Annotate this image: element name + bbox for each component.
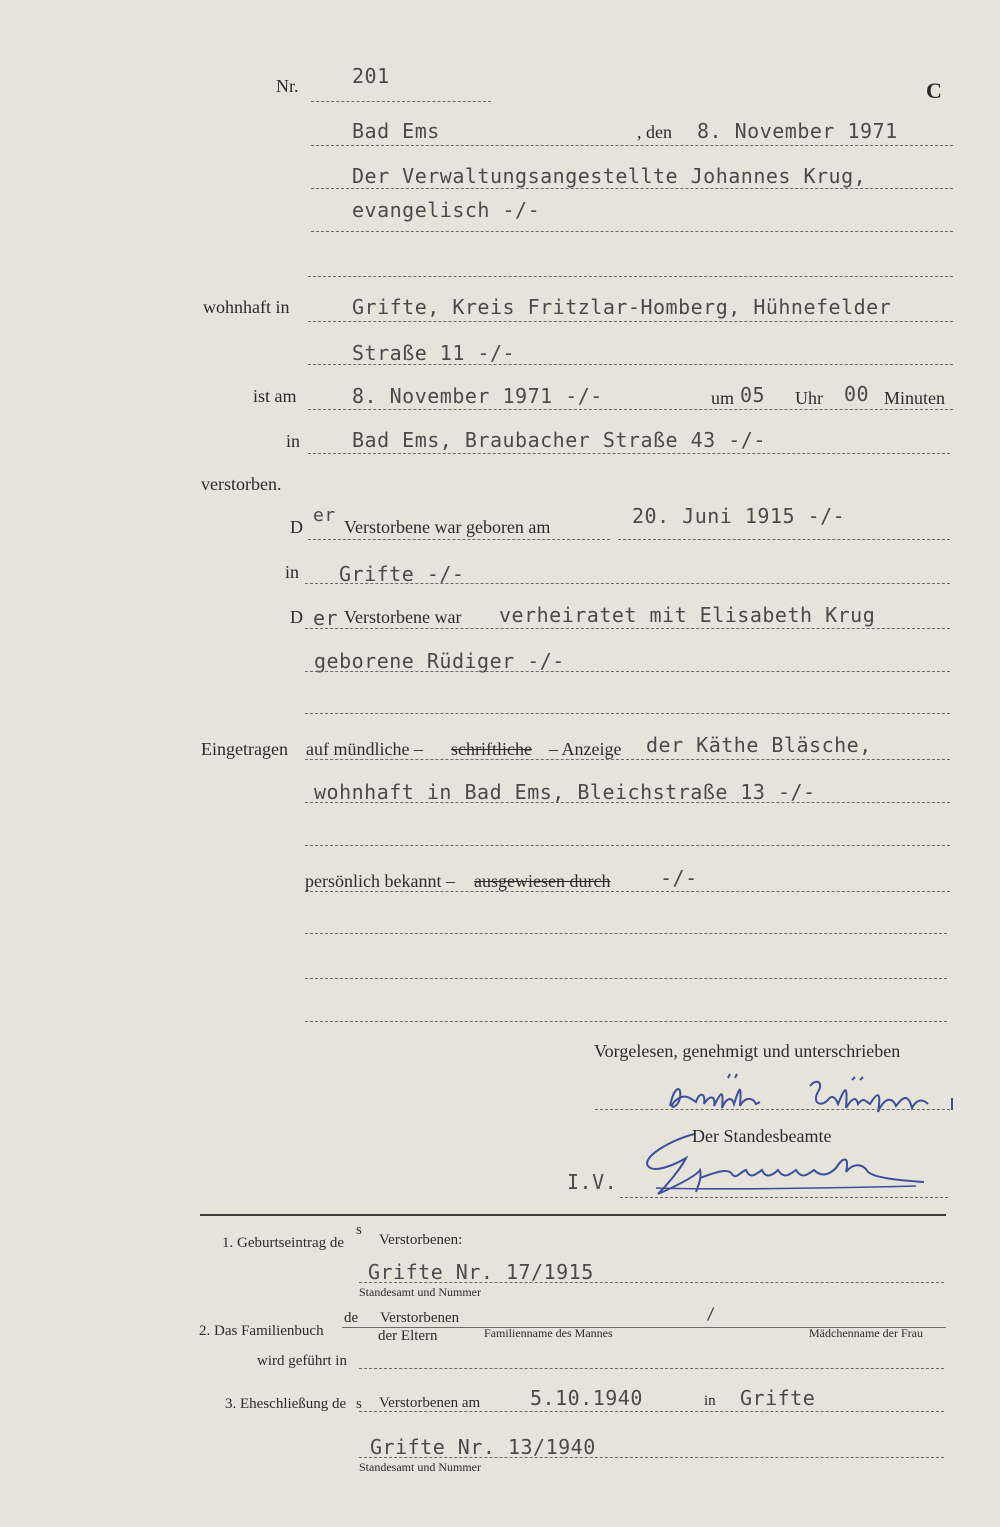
death-place-rule	[308, 453, 950, 454]
blank-rule-1	[305, 933, 947, 934]
informant-signature-rule	[595, 1109, 950, 1110]
registry-date: 8. November 1971	[697, 119, 898, 143]
uhr-label: Uhr	[795, 388, 823, 408]
nr-value: 201	[352, 64, 390, 88]
note-3-rule	[359, 1411, 944, 1412]
known-label: persönlich bekannt –	[305, 871, 455, 891]
informant-line-2: wohnhaft in Bad Ems, Bleichstraße 13 -/-	[314, 780, 816, 804]
nr-label: Nr.	[276, 76, 299, 96]
iv-label: I.V.	[567, 1170, 618, 1194]
registration-written-struck: schriftliche	[451, 739, 532, 759]
birth-label: Verstorbene war geboren am	[344, 517, 551, 537]
death-date-label: ist am	[253, 386, 297, 406]
note-2-label: 2. Das Familienbuch	[199, 1323, 324, 1339]
registrar-signature-rule	[620, 1197, 948, 1198]
note-3-place: Grifte	[740, 1386, 816, 1410]
residence-line-1: Grifte, Kreis Fritzlar-Homberg, Hühnefelder	[352, 295, 892, 319]
note-2-gefuehrt-rule	[359, 1368, 944, 1369]
registration-oral: auf mündliche –	[306, 739, 423, 759]
birth-place: Grifte -/-	[339, 562, 465, 586]
person-line-1: Der Verwaltungsangestellte Johannes Krug,	[352, 164, 867, 188]
marriage-line-2-rule	[305, 671, 950, 672]
blank-rule-3	[305, 1021, 947, 1022]
residence-line-2: Straße 11 -/-	[352, 341, 516, 365]
note-2-eltern: der Eltern	[378, 1328, 438, 1344]
marriage-line-1: verheiratet mit Elisabeth Krug	[499, 603, 876, 627]
note-2-caption-right: Mädchenname der Frau	[809, 1326, 923, 1340]
note-2-gefuehrt: wird geführt in	[257, 1353, 347, 1369]
notes-separator	[200, 1214, 946, 1216]
note-2-caption-left: Familienname des Mannes	[484, 1326, 613, 1340]
death-minutes: 00	[844, 382, 870, 406]
registration-anzeige: – Anzeige	[549, 739, 622, 759]
blank-rule-2	[305, 978, 947, 979]
informant-line-3-rule	[305, 845, 950, 846]
marriage-d-label: D	[290, 607, 303, 627]
note-3-caption: Standesamt und Nummer	[359, 1460, 481, 1474]
residence-line-2-rule	[308, 364, 953, 365]
note-1-end: Verstorbenen:	[379, 1232, 463, 1248]
death-place: Bad Ems, Braubacher Straße 43 -/-	[352, 428, 766, 452]
informant-signature-image	[660, 1068, 960, 1120]
note-3-label: 3. Eheschließung de	[225, 1396, 347, 1412]
informant-line-1: der Käthe Bläsche,	[646, 733, 872, 757]
birth-date: 20. Juni 1915 -/-	[632, 504, 846, 528]
death-date: 8. November 1971 -/-	[352, 384, 603, 408]
note-2-de: de	[344, 1310, 359, 1326]
marriage-line-2: geborene Rüdiger -/-	[314, 649, 565, 673]
birth-d-label: D	[290, 517, 303, 537]
registration-label: Eingetragen	[201, 739, 288, 759]
note-3-mid: Verstorbenen am	[379, 1395, 481, 1411]
den-label: , den	[637, 122, 672, 142]
note-1-s: s	[356, 1222, 362, 1238]
birth-label-rule	[308, 539, 610, 540]
note-3-value-rule	[359, 1457, 944, 1458]
birth-date-rule	[618, 539, 950, 540]
birth-er-suffix: er	[313, 505, 336, 526]
birth-place-label: in	[285, 562, 300, 582]
um-label: um	[711, 388, 735, 408]
marriage-line-3-rule	[305, 713, 950, 714]
note-1-label: 1. Geburtseintrag de	[222, 1235, 345, 1251]
registrar-signature-image	[636, 1128, 936, 1200]
informant-line-2-rule	[305, 802, 950, 803]
note-3-s: s	[356, 1396, 362, 1412]
residence-label: wohnhaft in	[203, 297, 290, 317]
marriage-er-suffix: er	[313, 606, 339, 630]
minuten-label: Minuten	[884, 388, 945, 408]
note-1-rule	[359, 1282, 944, 1283]
note-1-caption: Standesamt und Nummer	[359, 1285, 481, 1299]
person-line-3-rule	[308, 276, 953, 277]
person-line-2: evangelisch -/-	[352, 198, 541, 222]
nr-line	[311, 101, 491, 102]
marriage-label: Verstorbene war	[344, 607, 462, 627]
verstorben-label: verstorben.	[201, 474, 282, 494]
death-hour: 05	[740, 383, 766, 407]
known-rule	[305, 891, 950, 892]
date-line	[311, 145, 953, 146]
note-2-verstorbenen: Verstorbenen	[380, 1310, 460, 1326]
person-line-2-rule	[311, 231, 953, 232]
death-place-label: in	[286, 431, 301, 451]
ausgewiesen-struck: ausgewiesen durch	[474, 871, 611, 891]
registry-place: Bad Ems	[352, 119, 440, 143]
death-date-rule	[308, 409, 953, 410]
birth-place-rule	[305, 583, 950, 584]
residence-line-1-rule	[308, 321, 953, 322]
marriage-line-1-rule	[305, 628, 950, 629]
person-line-1-rule	[311, 188, 953, 189]
known-value: -/-	[660, 866, 698, 890]
informant-line-1-rule	[305, 759, 950, 760]
note-3-in: in	[704, 1393, 716, 1409]
note-3-date: 5.10.1940	[530, 1386, 643, 1410]
read-approved-label: Vorgelesen, genehmigt und unterschrieben	[594, 1041, 901, 1061]
note-3-value: Grifte Nr. 13/1940	[370, 1435, 596, 1459]
form-letter: C	[926, 78, 942, 103]
registrar-label: Der Standesbeamte	[692, 1126, 832, 1146]
note-2-slash: /	[706, 1304, 717, 1323]
note-1-value: Grifte Nr. 17/1915	[368, 1260, 594, 1284]
